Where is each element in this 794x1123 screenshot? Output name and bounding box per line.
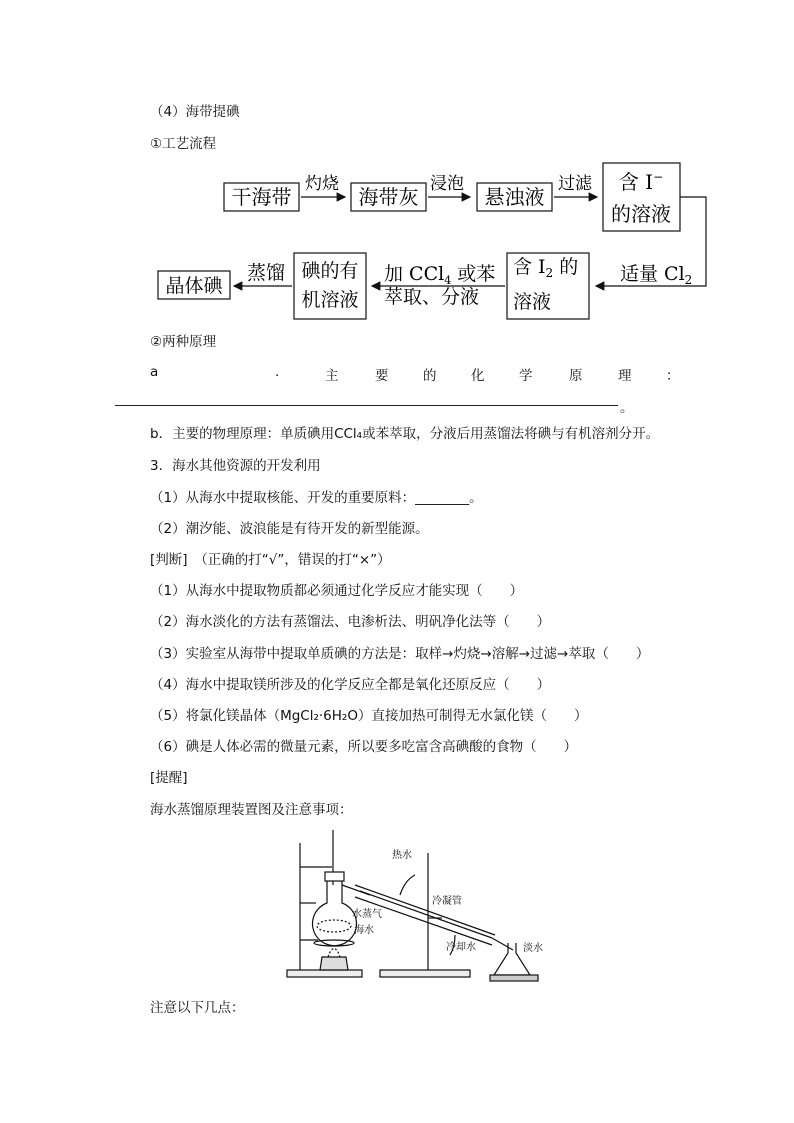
label-hot-water: 热水 bbox=[392, 850, 412, 861]
label-seawater: 海水 bbox=[354, 925, 374, 936]
principle-a-line bbox=[150, 364, 680, 384]
distillation-apparatus-diagram bbox=[0, 825, 794, 990]
principle-a-char: 理 bbox=[618, 368, 632, 384]
judge-item: （1）从海水中提取物质都必须通过化学反应才能实现（ ） bbox=[150, 583, 524, 599]
flow-box-iodide-solution-line1: 含 I− bbox=[618, 170, 664, 194]
label-condenser: 冷凝管 bbox=[432, 896, 462, 907]
flow-arrow-6-label: 蒸馏 bbox=[247, 262, 286, 284]
principle-a-char: 主 bbox=[325, 368, 339, 384]
flow-arrow-3-label: 过滤 bbox=[558, 174, 592, 194]
reminder-desc: 海水蒸馏原理装置图及注意事项： bbox=[150, 802, 353, 818]
answer-period: 。 bbox=[620, 400, 634, 416]
left-stand-base bbox=[287, 970, 362, 977]
section3-title: 3．海水其他资源的开发利用 bbox=[150, 458, 321, 474]
judge-item: （4）海水中提取镁所涉及的化学反应全都是氧化还原反应（ ） bbox=[150, 677, 551, 693]
principle-a-char: ： bbox=[666, 368, 680, 384]
flow-box-kelp-ash-label: 海带灰 bbox=[358, 185, 419, 209]
section3-item-1: （1）从海水中提取核能、开发的重要原料：________。 bbox=[150, 490, 483, 506]
flow-connector-label: 适量 $Cl_2$ bbox=[620, 263, 693, 287]
flow-box-suspension-label: 悬浊液 bbox=[484, 185, 545, 209]
flow-arrow-2-label: 浸泡 bbox=[430, 174, 464, 194]
flow-box-crystal-iodine-label: 晶体碘 bbox=[165, 275, 223, 297]
flow-arrow-5-label-line1: 加 CCl$_4$ 或苯 bbox=[384, 263, 496, 287]
flow-box-iodide-solution-line2: 的溶液 bbox=[611, 202, 671, 226]
judge-item: （6）碘是人体必需的微量元素，所以要多吃富含高碘酸的食物（ ） bbox=[150, 739, 578, 755]
label-cooling-water: 冷却水 bbox=[446, 942, 476, 953]
process-title: ①工艺流程 bbox=[150, 136, 217, 152]
principle-b: b．主要的物理原理：单质碘用CCl₄或苯萃取，分液后用蒸馏法将碘与有机溶剂分开。 bbox=[150, 426, 660, 442]
flow-box-organic-solution-line2: 机溶液 bbox=[301, 289, 359, 311]
flow-arrow-5-label-line2: 萃取、分液 bbox=[384, 286, 480, 308]
answer-blank-line bbox=[115, 405, 618, 406]
distilling-flask bbox=[313, 880, 357, 946]
principle-a-char: a bbox=[150, 364, 159, 380]
section-heading: （4）海带提碘 bbox=[150, 104, 240, 120]
principle-a-char: . bbox=[275, 364, 280, 380]
middle-stand-base bbox=[380, 970, 470, 977]
flow-box-organic-solution-line1: 碘的有 bbox=[301, 260, 359, 282]
label-steam: 水蒸气 bbox=[352, 909, 382, 920]
judge-item: （3）实验室从海带中提取单质碘的方法是：取样→灼烧→溶解→过滤→萃取（ ） bbox=[150, 646, 650, 662]
label-fresh-water: 淡水 bbox=[523, 943, 543, 954]
flow-box-iodine-solution-line1: 含 $I_2$ 的 bbox=[513, 256, 579, 280]
judge-item: （2）海水淡化的方法有蒸馏法、电渗析法、明矾净化法等（ ） bbox=[150, 614, 551, 630]
principle-a-char: 原 bbox=[569, 368, 583, 384]
process-flow-diagram bbox=[0, 155, 794, 330]
right-base bbox=[490, 975, 538, 981]
principle-a-char: 化 bbox=[471, 368, 485, 384]
alcohol-burner bbox=[320, 957, 348, 970]
principle-a-char: 的 bbox=[423, 368, 437, 384]
reminder-title: [提醒] bbox=[150, 770, 188, 786]
section3-item-2: （2）潮汐能、波浪能是有待开发的新型能源。 bbox=[150, 521, 429, 537]
judge-item: （5）将氯化镁晶体（MgCl₂·6H₂O）直接加热可制得无水氯化镁（ ） bbox=[150, 708, 588, 724]
flow-arrow-1-label: 灼烧 bbox=[305, 174, 339, 194]
judge-title: [判断] （正确的打“√”，错误的打“×”） bbox=[150, 552, 391, 568]
principle-title: ②两种原理 bbox=[150, 334, 217, 350]
principle-a-char: 学 bbox=[519, 368, 533, 384]
flow-box-iodine-solution-line2: 溶液 bbox=[513, 291, 552, 313]
reminder-note: 注意以下几点： bbox=[150, 1000, 245, 1016]
flow-box-dry-kelp-label: 干海带 bbox=[231, 185, 292, 209]
principle-a-char: 要 bbox=[375, 368, 389, 384]
